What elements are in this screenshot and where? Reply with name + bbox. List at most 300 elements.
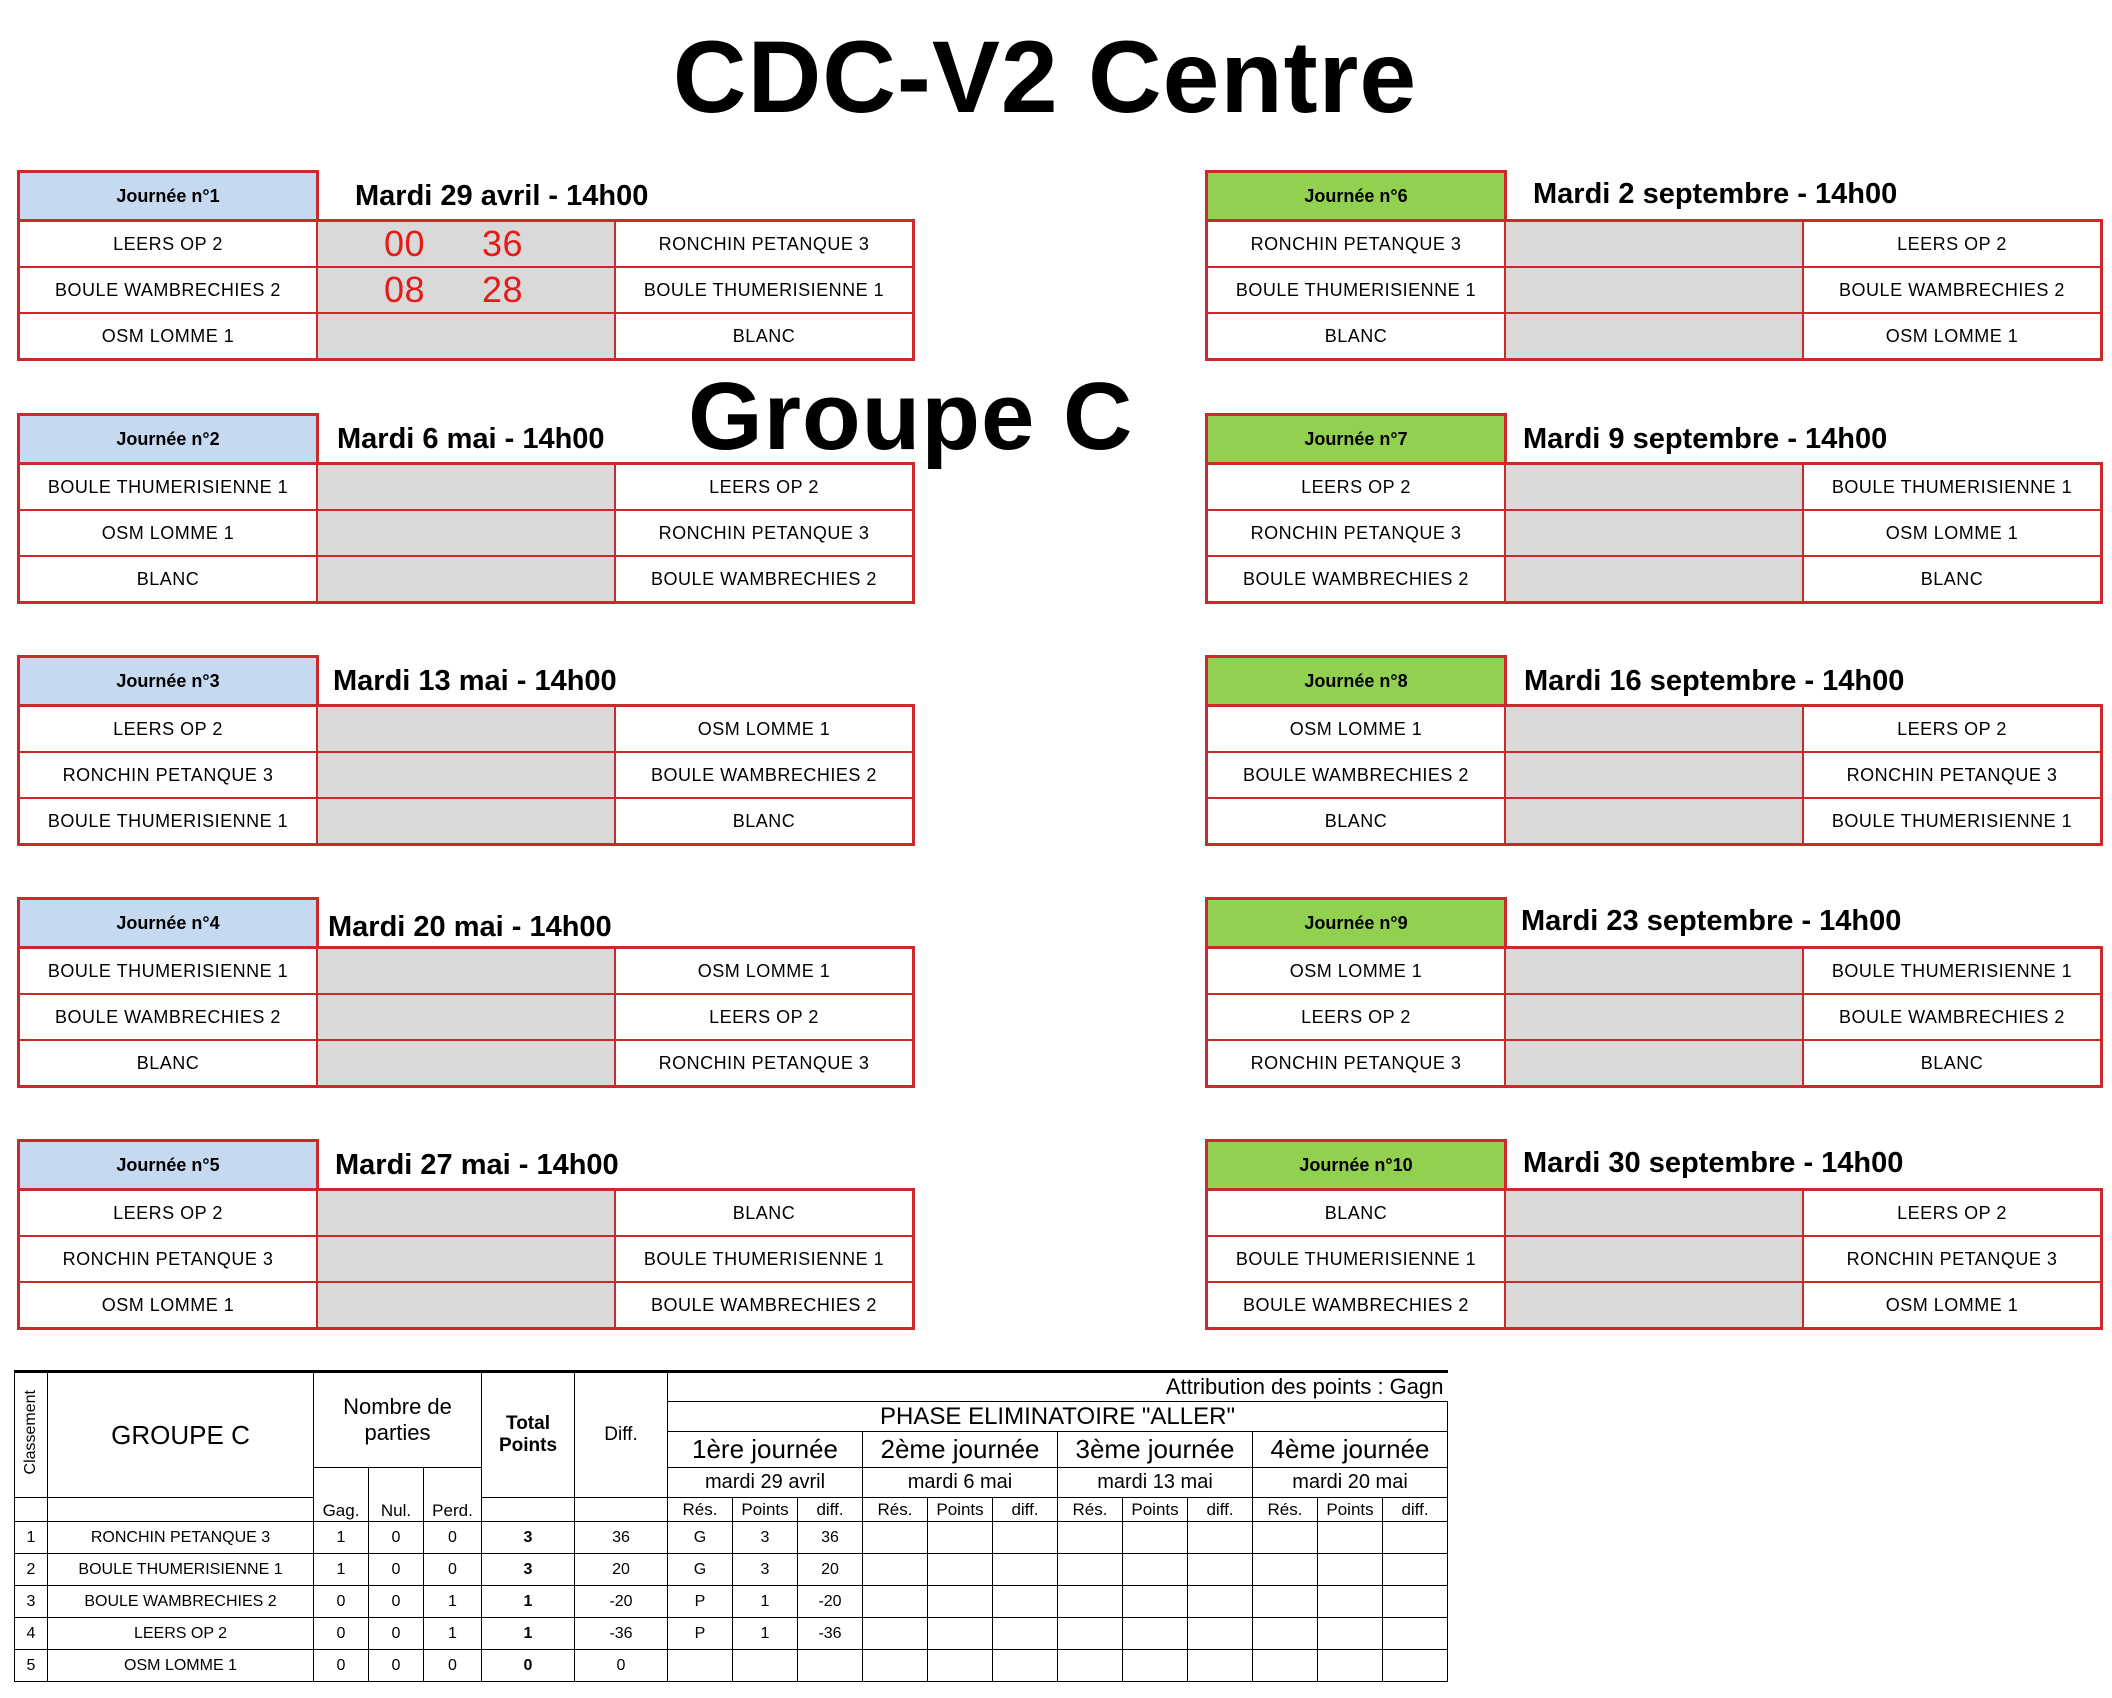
- r1-points-cell: 1: [733, 1618, 798, 1650]
- home-team: BOULE THUMERISIENNE 1: [19, 798, 318, 845]
- rank-cell: 3: [15, 1586, 48, 1618]
- perd-label: Perd.: [424, 1468, 482, 1522]
- empty-round-cell: [928, 1554, 993, 1586]
- empty-round-cell: [1123, 1522, 1188, 1554]
- round-3-name: 3ème journée: [1058, 1432, 1253, 1468]
- score-cell: [1505, 798, 1803, 845]
- day-card-9: [1205, 897, 2105, 1093]
- empty-round-cell: [1123, 1586, 1188, 1618]
- points-label: Points: [928, 1498, 993, 1522]
- gag-label: Gag.: [314, 1468, 369, 1522]
- r1-points-cell: 3: [733, 1522, 798, 1554]
- home-team: BLANC: [19, 556, 318, 603]
- empty-round-cell: [1318, 1586, 1383, 1618]
- score-cell: [317, 1190, 615, 1237]
- empty-round-cell: [863, 1554, 928, 1586]
- empty-round-cell: [1253, 1522, 1318, 1554]
- home-team: RONCHIN PETANQUE 3: [1207, 510, 1506, 556]
- match-row: [19, 1236, 914, 1282]
- day-header: Journée n°3: [17, 655, 319, 707]
- matches-table: [1205, 1188, 2103, 1330]
- home-team: LEERS OP 2: [1207, 464, 1506, 511]
- day-header: Journée n°10: [1205, 1139, 1507, 1191]
- day-header: Journée n°9: [1205, 897, 1507, 949]
- empty-round-cell: [993, 1586, 1058, 1618]
- team-cell: OSM LOMME 1: [48, 1650, 314, 1682]
- away-team: BOULE WAMBRECHIES 2: [615, 752, 914, 798]
- score-away: 28: [482, 269, 524, 310]
- matches-table: [17, 946, 915, 1088]
- home-team: RONCHIN PETANQUE 3: [19, 752, 318, 798]
- empty-round-cell: [928, 1650, 993, 1682]
- empty-round-cell: [1318, 1650, 1383, 1682]
- round-1-name: 1ère journée: [668, 1432, 863, 1468]
- home-team: BOULE THUMERISIENNE 1: [19, 948, 318, 995]
- round-4-date: mardi 20 mai: [1253, 1468, 1448, 1498]
- score-cell: [317, 510, 615, 556]
- empty-round-cell: [1058, 1554, 1123, 1586]
- match-row: [1207, 994, 2102, 1040]
- day-card-7: [1205, 413, 2105, 609]
- home-team: BOULE THUMERISIENNE 1: [19, 464, 318, 511]
- away-team: BOULE WAMBRECHIES 2: [615, 556, 914, 603]
- empty-round-cell: [993, 1650, 1058, 1682]
- empty-round-cell: [863, 1650, 928, 1682]
- away-team: BOULE WAMBRECHIES 2: [615, 1282, 914, 1329]
- rank-cell: 4: [15, 1618, 48, 1650]
- empty-round-cell: [1253, 1618, 1318, 1650]
- day-header: Journée n°2: [17, 413, 319, 465]
- empty-round-cell: [1188, 1554, 1253, 1586]
- empty-round-cell: [1318, 1618, 1383, 1650]
- match-row: [1207, 221, 2102, 268]
- r1-points-cell: 1: [733, 1586, 798, 1618]
- perd-cell: 0: [424, 1554, 482, 1586]
- score-cell: [1505, 510, 1803, 556]
- table-row: [15, 1554, 1448, 1586]
- empty-round-cell: [1188, 1586, 1253, 1618]
- day-header: Journée n°6: [1205, 170, 1507, 222]
- phase-title: PHASE ELIMINATOIRE "ALLER": [668, 1402, 1448, 1432]
- table-row: [15, 1650, 1448, 1682]
- home-team: BOULE WAMBRECHIES 2: [1207, 1282, 1506, 1329]
- away-team: LEERS OP 2: [1803, 221, 2102, 268]
- home-team: LEERS OP 2: [19, 1190, 318, 1237]
- rank-cell: 2: [15, 1554, 48, 1586]
- points-label: Points: [1123, 1498, 1188, 1522]
- home-team: RONCHIN PETANQUE 3: [19, 1236, 318, 1282]
- away-team: RONCHIN PETANQUE 3: [615, 510, 914, 556]
- score-cell: [1505, 706, 1803, 753]
- home-team: LEERS OP 2: [19, 221, 318, 268]
- empty-round-cell: [928, 1618, 993, 1650]
- away-team: OSM LOMME 1: [615, 948, 914, 995]
- home-team: BLANC: [19, 1040, 318, 1087]
- home-team: BOULE WAMBRECHIES 2: [19, 267, 318, 313]
- r1-points-cell: 3: [733, 1554, 798, 1586]
- r1-diff-cell: [798, 1650, 863, 1682]
- day-header: Journée n°8: [1205, 655, 1507, 707]
- score-cell: [1505, 313, 1803, 360]
- match-row: [1207, 510, 2102, 556]
- day-date: Mardi 30 septembre - 14h00: [1523, 1146, 1904, 1179]
- away-team: LEERS OP 2: [615, 994, 914, 1040]
- r1-res-cell: P: [668, 1618, 733, 1650]
- empty-round-cell: [1123, 1650, 1188, 1682]
- match-row: [1207, 1040, 2102, 1087]
- score-cell: [317, 1040, 615, 1087]
- away-team: BOULE THUMERISIENNE 1: [615, 267, 914, 313]
- match-row: [1207, 752, 2102, 798]
- attribution-text: Attribution des points : Gagn: [668, 1372, 1448, 1402]
- standings-table: [14, 1370, 1448, 1682]
- away-team: BLANC: [615, 313, 914, 360]
- match-row: [19, 1190, 914, 1237]
- empty-round-cell: [928, 1586, 993, 1618]
- day-card-5: [17, 1139, 917, 1335]
- blank-cell: [482, 1498, 575, 1522]
- home-team: BOULE THUMERISIENNE 1: [1207, 1236, 1506, 1282]
- day-date: Mardi 20 mai - 14h00: [328, 910, 612, 943]
- score-cell: [1505, 464, 1803, 511]
- match-row: [19, 313, 914, 360]
- res-label: Rés.: [1058, 1498, 1123, 1522]
- home-team: BLANC: [1207, 1190, 1506, 1237]
- away-team: BLANC: [615, 798, 914, 845]
- match-row: [19, 464, 914, 511]
- day-date: Mardi 16 septembre - 14h00: [1524, 664, 1905, 697]
- points-label: Points: [1318, 1498, 1383, 1522]
- home-team: OSM LOMME 1: [19, 313, 318, 360]
- empty-round-cell: [1058, 1522, 1123, 1554]
- res-label: Rés.: [1253, 1498, 1318, 1522]
- empty-round-cell: [928, 1522, 993, 1554]
- blank-cell: [48, 1498, 314, 1522]
- away-team: BOULE THUMERISIENNE 1: [1803, 464, 2102, 511]
- empty-round-cell: [863, 1586, 928, 1618]
- score-cell: [317, 464, 615, 511]
- match-row: [19, 1040, 914, 1087]
- match-row: [1207, 1282, 2102, 1329]
- away-team: OSM LOMME 1: [1803, 1282, 2102, 1329]
- away-team: OSM LOMME 1: [615, 706, 914, 753]
- round-4-name: 4ème journée: [1253, 1432, 1448, 1468]
- perd-cell: 0: [424, 1522, 482, 1554]
- empty-round-cell: [1188, 1650, 1253, 1682]
- away-team: OSM LOMME 1: [1803, 313, 2102, 360]
- points-label: Points: [733, 1498, 798, 1522]
- match-row: [19, 752, 914, 798]
- gag-cell: 1: [314, 1522, 369, 1554]
- group-label: GROUPE C: [48, 1372, 314, 1498]
- away-team: BOULE THUMERISIENNE 1: [615, 1236, 914, 1282]
- rdiff-label: diff.: [993, 1498, 1058, 1522]
- away-team: BOULE WAMBRECHIES 2: [1803, 267, 2102, 313]
- rdiff-label: diff.: [1383, 1498, 1448, 1522]
- day-header: Journée n°5: [17, 1139, 319, 1191]
- perd-cell: 0: [424, 1650, 482, 1682]
- match-row: [1207, 798, 2102, 845]
- matches-table: [1205, 704, 2103, 846]
- match-row: [19, 267, 914, 313]
- score-home: 08: [384, 269, 426, 310]
- nul-cell: 0: [369, 1618, 424, 1650]
- r1-diff-cell: -20: [798, 1586, 863, 1618]
- matches-table: [1205, 462, 2103, 604]
- match-row: [1207, 706, 2102, 753]
- blank-cell: [575, 1498, 668, 1522]
- table-row: [15, 1586, 1448, 1618]
- away-team: BOULE WAMBRECHIES 2: [1803, 994, 2102, 1040]
- empty-round-cell: [1318, 1554, 1383, 1586]
- score-cell: [1505, 267, 1803, 313]
- rank-label: Classement: [22, 1390, 39, 1475]
- score-away: 36: [482, 223, 524, 264]
- away-team: LEERS OP 2: [1803, 1190, 2102, 1237]
- home-team: BOULE THUMERISIENNE 1: [1207, 267, 1506, 313]
- day-card-8: [1205, 655, 2105, 851]
- empty-round-cell: [1058, 1618, 1123, 1650]
- empty-round-cell: [993, 1522, 1058, 1554]
- r1-diff-cell: -36: [798, 1618, 863, 1650]
- score-cell: [1505, 556, 1803, 603]
- matches-table: [17, 704, 915, 846]
- nul-cell: 0: [369, 1522, 424, 1554]
- page-title: CDC-V2 Centre: [672, 20, 1418, 134]
- away-team: BOULE THUMERISIENNE 1: [1803, 948, 2102, 995]
- perd-cell: 1: [424, 1586, 482, 1618]
- home-team: RONCHIN PETANQUE 3: [1207, 221, 1506, 268]
- score-cell: [317, 706, 615, 753]
- standings-section: [14, 1370, 1454, 1692]
- diff-cell: -20: [575, 1586, 668, 1618]
- matches-table: [17, 462, 915, 604]
- match-row: [19, 510, 914, 556]
- round-1-date: mardi 29 avril: [668, 1468, 863, 1498]
- group-title: Groupe C: [688, 363, 1134, 470]
- home-team: LEERS OP 2: [19, 706, 318, 753]
- score-cell: [317, 798, 615, 845]
- total-cell: 3: [482, 1554, 575, 1586]
- diff-cell: -36: [575, 1618, 668, 1650]
- nul-cell: 0: [369, 1554, 424, 1586]
- score-home: 00: [384, 223, 426, 264]
- day-card-3: [17, 655, 917, 851]
- day-date: Mardi 13 mai - 14h00: [333, 664, 617, 697]
- score-cell: [317, 313, 615, 360]
- match-row: [19, 994, 914, 1040]
- diff-cell: 36: [575, 1522, 668, 1554]
- empty-round-cell: [1383, 1618, 1448, 1650]
- score-cell: [1505, 1040, 1803, 1087]
- day-date: Mardi 23 septembre - 14h00: [1521, 904, 1902, 937]
- gag-cell: 0: [314, 1618, 369, 1650]
- nul-label: Nul.: [369, 1468, 424, 1522]
- gag-cell: 1: [314, 1554, 369, 1586]
- matches-table: [1205, 219, 2103, 361]
- nul-cell: 0: [369, 1586, 424, 1618]
- matches-table: [17, 1188, 915, 1330]
- team-cell: LEERS OP 2: [48, 1618, 314, 1650]
- away-team: BOULE THUMERISIENNE 1: [1803, 798, 2102, 845]
- empty-round-cell: [1253, 1554, 1318, 1586]
- r1-points-cell: [733, 1650, 798, 1682]
- score-cell: [317, 994, 615, 1040]
- empty-round-cell: [1058, 1586, 1123, 1618]
- away-team: BLANC: [1803, 1040, 2102, 1087]
- day-card-4: [17, 897, 917, 1093]
- away-team: LEERS OP 2: [615, 464, 914, 511]
- score-cell: [1505, 752, 1803, 798]
- empty-round-cell: [863, 1618, 928, 1650]
- home-team: BLANC: [1207, 798, 1506, 845]
- r1-diff-cell: 36: [798, 1522, 863, 1554]
- nul-cell: 0: [369, 1650, 424, 1682]
- empty-round-cell: [1188, 1522, 1253, 1554]
- total-cell: 1: [482, 1586, 575, 1618]
- rank-header: [15, 1372, 48, 1498]
- res-label: Rés.: [863, 1498, 928, 1522]
- day-date: Mardi 9 septembre - 14h00: [1523, 422, 1888, 455]
- score-cell: [317, 948, 615, 995]
- home-team: BOULE WAMBRECHIES 2: [19, 994, 318, 1040]
- gag-cell: 0: [314, 1650, 369, 1682]
- home-team: OSM LOMME 1: [19, 510, 318, 556]
- day-card-6: [1205, 170, 2105, 366]
- day-header: Journée n°1: [17, 170, 319, 222]
- empty-round-cell: [1188, 1618, 1253, 1650]
- score-cell: [317, 1236, 615, 1282]
- day-date: Mardi 27 mai - 14h00: [335, 1148, 619, 1181]
- score-cell: [1505, 1236, 1803, 1282]
- day-date: Mardi 6 mai - 14h00: [337, 422, 605, 455]
- standings-body: [15, 1522, 1448, 1682]
- match-row: [19, 948, 914, 995]
- home-team: LEERS OP 2: [1207, 994, 1506, 1040]
- score-cell: [317, 752, 615, 798]
- empty-round-cell: [1383, 1522, 1448, 1554]
- away-team: BLANC: [615, 1190, 914, 1237]
- day-card-1: [17, 170, 917, 366]
- home-team: OSM LOMME 1: [19, 1282, 318, 1329]
- rank-cell: 5: [15, 1650, 48, 1682]
- home-team: OSM LOMME 1: [1207, 948, 1506, 995]
- diff-label: Diff.: [575, 1372, 668, 1498]
- home-team: BLANC: [1207, 313, 1506, 360]
- day-card-10: [1205, 1139, 2105, 1335]
- rank-cell: 1: [15, 1522, 48, 1554]
- score-cell: [1505, 948, 1803, 995]
- score-cell: [317, 221, 615, 268]
- match-row: [1207, 556, 2102, 603]
- rdiff-label: diff.: [1188, 1498, 1253, 1522]
- empty-round-cell: [1123, 1554, 1188, 1586]
- r1-res-cell: G: [668, 1554, 733, 1586]
- round-3-date: mardi 13 mai: [1058, 1468, 1253, 1498]
- home-team: RONCHIN PETANQUE 3: [1207, 1040, 1506, 1087]
- match-row: [1207, 1236, 2102, 1282]
- day-header: Journée n°4: [17, 897, 319, 949]
- parties-label: Nombre de parties: [314, 1372, 482, 1468]
- home-team: OSM LOMME 1: [1207, 706, 1506, 753]
- away-team: RONCHIN PETANQUE 3: [615, 1040, 914, 1087]
- matches-table: [1205, 946, 2103, 1088]
- match-row: [19, 798, 914, 845]
- match-row: [1207, 267, 2102, 313]
- empty-round-cell: [1383, 1650, 1448, 1682]
- match-row: [19, 706, 914, 753]
- away-team: RONCHIN PETANQUE 3: [615, 221, 914, 268]
- team-cell: BOULE WAMBRECHIES 2: [48, 1586, 314, 1618]
- round-2-date: mardi 6 mai: [863, 1468, 1058, 1498]
- match-row: [19, 221, 914, 268]
- day-header: Journée n°7: [1205, 413, 1507, 465]
- empty-round-cell: [1123, 1618, 1188, 1650]
- score-cell: [317, 267, 615, 313]
- match-row: [1207, 1190, 2102, 1237]
- team-cell: RONCHIN PETANQUE 3: [48, 1522, 314, 1554]
- round-2-name: 2ème journée: [863, 1432, 1058, 1468]
- empty-round-cell: [1253, 1586, 1318, 1618]
- score-cell: [317, 556, 615, 603]
- away-team: RONCHIN PETANQUE 3: [1803, 1236, 2102, 1282]
- empty-round-cell: [993, 1618, 1058, 1650]
- empty-round-cell: [1058, 1650, 1123, 1682]
- score-cell: [1505, 994, 1803, 1040]
- empty-round-cell: [863, 1522, 928, 1554]
- score-cell: [1505, 1282, 1803, 1329]
- match-row: [19, 1282, 914, 1329]
- day-card-2: [17, 413, 917, 609]
- score-cell: [1505, 221, 1803, 268]
- away-team: LEERS OP 2: [1803, 706, 2102, 753]
- day-date: Mardi 29 avril - 14h00: [355, 179, 649, 212]
- team-cell: BOULE THUMERISIENNE 1: [48, 1554, 314, 1586]
- r1-diff-cell: 20: [798, 1554, 863, 1586]
- empty-round-cell: [993, 1554, 1058, 1586]
- match-row: [1207, 948, 2102, 995]
- empty-round-cell: [1383, 1554, 1448, 1586]
- rdiff-label: diff.: [798, 1498, 863, 1522]
- match-row: [1207, 313, 2102, 360]
- res-label: Rés.: [668, 1498, 733, 1522]
- diff-cell: 20: [575, 1554, 668, 1586]
- total-label: Total Points: [482, 1372, 575, 1498]
- total-cell: 1: [482, 1618, 575, 1650]
- matches-table: [17, 219, 915, 361]
- r1-res-cell: G: [668, 1522, 733, 1554]
- away-team: BLANC: [1803, 556, 2102, 603]
- r1-res-cell: [668, 1650, 733, 1682]
- empty-round-cell: [1253, 1650, 1318, 1682]
- empty-round-cell: [1383, 1586, 1448, 1618]
- score-cell: [317, 1282, 615, 1329]
- diff-cell: 0: [575, 1650, 668, 1682]
- gag-cell: 0: [314, 1586, 369, 1618]
- away-team: OSM LOMME 1: [1803, 510, 2102, 556]
- table-row: [15, 1522, 1448, 1554]
- day-date: Mardi 2 septembre - 14h00: [1533, 177, 1898, 210]
- match-row: [1207, 464, 2102, 511]
- match-row: [19, 556, 914, 603]
- blank-cell: [15, 1498, 48, 1522]
- home-team: BOULE WAMBRECHIES 2: [1207, 556, 1506, 603]
- score-cell: [1505, 1190, 1803, 1237]
- table-row: [15, 1618, 1448, 1650]
- r1-res-cell: P: [668, 1586, 733, 1618]
- perd-cell: 1: [424, 1618, 482, 1650]
- away-team: RONCHIN PETANQUE 3: [1803, 752, 2102, 798]
